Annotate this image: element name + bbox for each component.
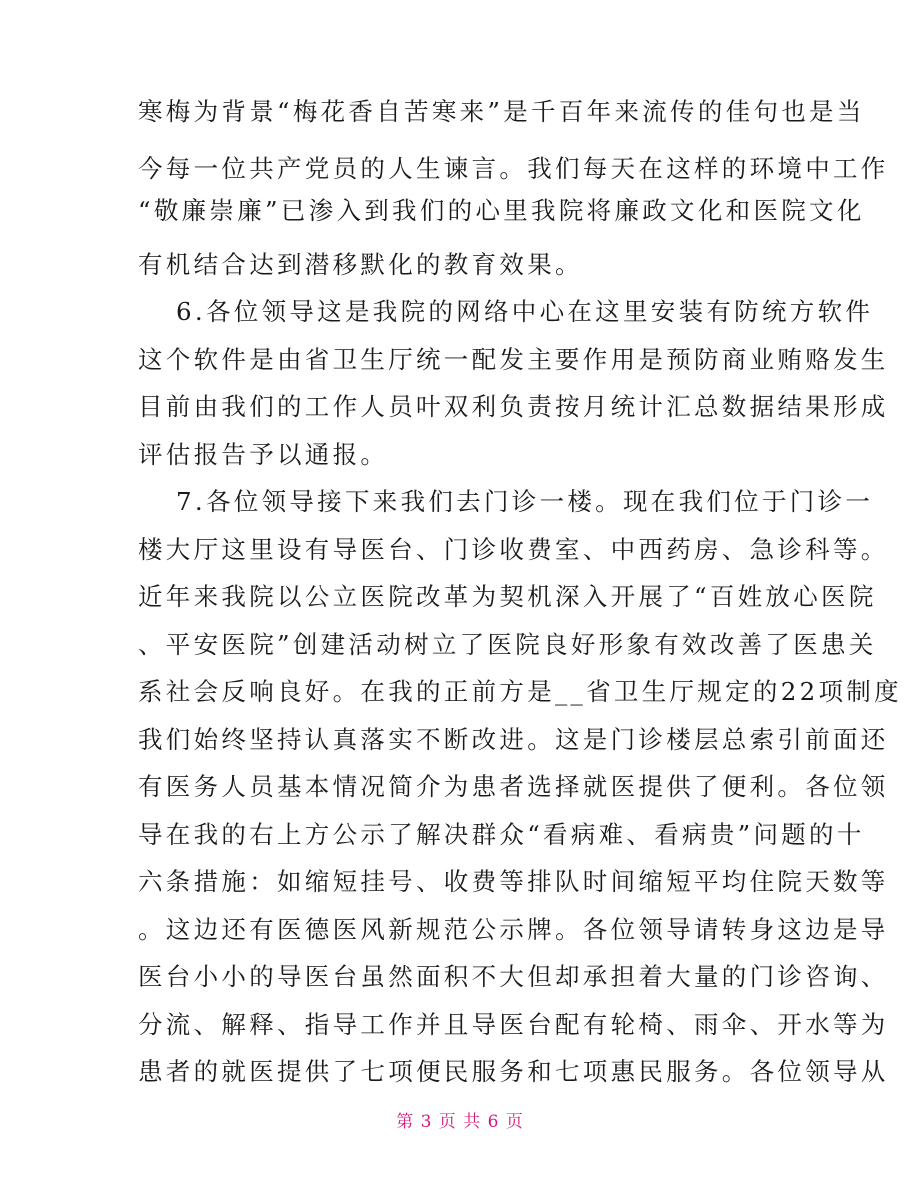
text-line: 分流、解释、指导工作并且导医台配有轮椅、雨伞、开水等为: [138, 1010, 889, 1039]
text-line: 六条措施：如缩短挂号、收费等排队时间缩短平均住院天数等: [138, 867, 889, 896]
text-line: 这个软件是由省卫生厅统一配发主要作用是预防商业贿赂发生: [138, 345, 889, 374]
text-line: “敬廉崇廉”已渗入到我们的心里我院将廉政文化和医院文化: [138, 196, 865, 225]
paragraph-7-first-line: 7.各位领导接下来我们去门诊一楼。现在我们位于门诊一: [176, 487, 874, 516]
text-line: 有医务人员基本情况简介为患者选择就医提供了便利。各位领: [138, 772, 889, 801]
text-line: 今每一位共产党员的人生谏言。我们每天在这样的环境中工作: [138, 154, 889, 183]
text-line: 目前由我们的工作人员叶双利负责按月统计汇总数据结果形成: [138, 392, 889, 421]
text-line: 寒梅为背景“梅花香自苦寒来”是千百年来流传的佳句也是当: [138, 97, 865, 126]
text-line: 评估报告予以通报。: [138, 440, 389, 469]
paragraph-6-first-line: 6.各位领导这是我院的网络中心在这里安装有防统方软件: [176, 297, 874, 326]
text-line: 近年来我院以公立医院改革为契机深入开展了“百姓放心医院: [138, 582, 877, 611]
text-line: 楼大厅这里设有导医台、门诊收费室、中西药房、急诊科等。: [138, 535, 889, 564]
text-line: 医台小小的导医台虽然面积不大但却承担着大量的门诊咨询、: [138, 962, 889, 991]
text-line: 。这边还有医德医风新规范公示牌。各位领导请转身这边是导: [138, 915, 889, 944]
text-line: 我们始终坚持认真落实不断改进。这是门诊楼层总索引前面还: [138, 725, 889, 754]
text-line: 、平安医院”创建活动树立了医院良好形象有效改善了医患关: [138, 630, 877, 659]
text-line: 有机结合达到潜移默化的教育效果。: [138, 250, 583, 279]
text-line: 导在我的右上方公示了解决群众“看病难、看病贵”问题的十: [138, 820, 865, 849]
page-number-footer: 第 3 页 共 6 页: [396, 1112, 524, 1132]
text-line: 系社会反响良好。在我的正前方是__省卫生厅规定的22项制度: [138, 677, 902, 706]
text-line: 患者的就医提供了七项便民服务和七项惠民服务。各位领导从: [138, 1057, 889, 1086]
